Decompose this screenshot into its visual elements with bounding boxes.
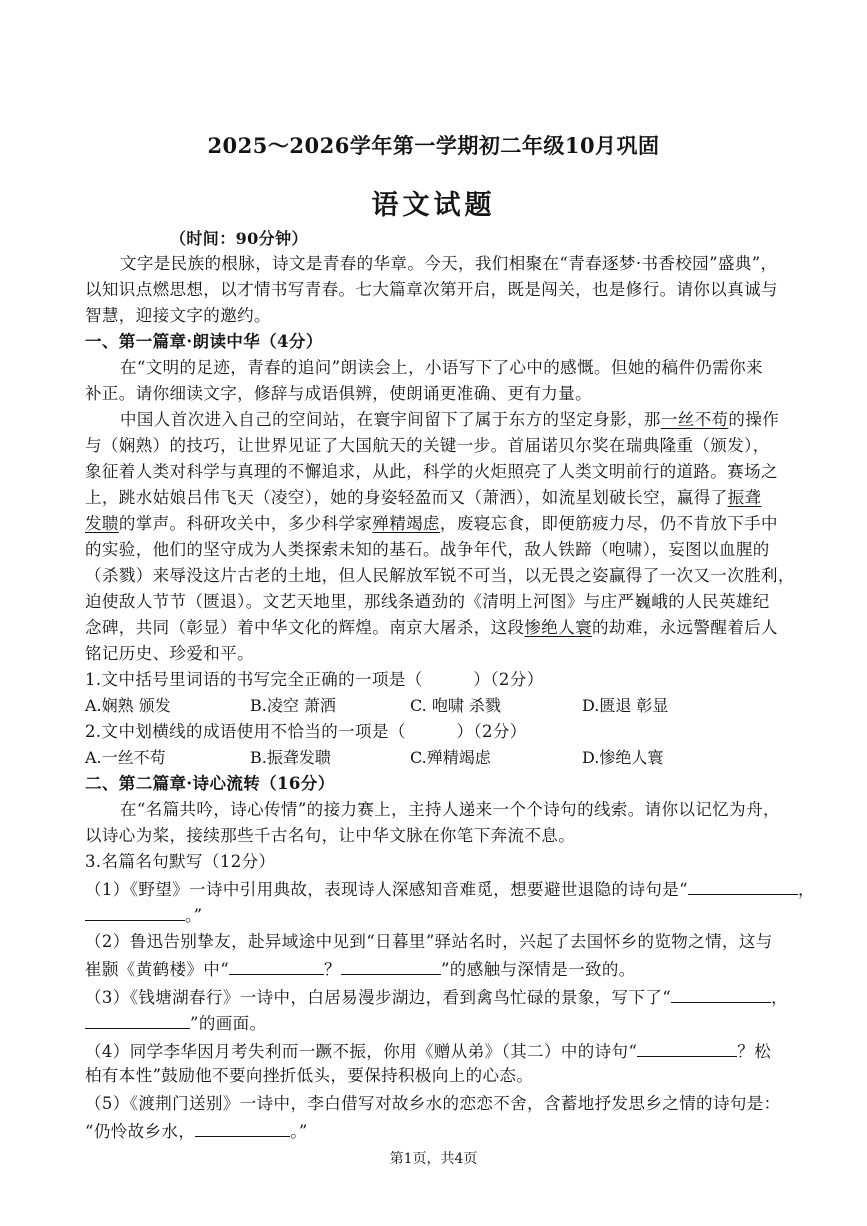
question-2: 2.文中划横线的成语使用不恰当的一项是（ ）（2分）	[85, 722, 527, 741]
intro-line-1: 文字是民族的根脉，诗文是青春的华章。今天，我们相聚在“青春逐梦·书香校园”盛典”，	[120, 254, 778, 273]
page-footer: 第1页，共4页	[389, 1151, 478, 1167]
question-text: 崔颢《黄鹤楼》中“	[85, 960, 230, 979]
q2-option-b[interactable]: B.振聋发聩	[250, 748, 331, 767]
answer-blank[interactable]	[671, 984, 771, 1003]
question-3: 3.名篇名句默写（12分）	[85, 852, 276, 871]
passage-line-3: 象征着人类对科学与真理的不懈追求，从此，科学的火炬照亮了人类文明前行的道路。赛场之	[85, 462, 778, 481]
question-text: ”的画面。	[190, 1014, 267, 1033]
passage-text: 上，跳水姑娘吕伟飞天（凌空），她的身姿轻盈而又（萧洒），如流星划破长空，赢得了	[85, 488, 728, 507]
sub-question-5-cont	[85, 1118, 785, 1144]
question-text: （4）同学李华因月考失利而一蹶不振，你用《赠从弟》（其二）中的诗句“	[85, 1042, 638, 1061]
passage-line-7: （杀戮）来辱没这片古老的土地，但人民解放军锐不可当，以无畏之姿赢得了一次又一次胜利，	[85, 566, 795, 585]
answer-blank[interactable]	[195, 1118, 290, 1137]
question-text: ，	[797, 880, 815, 899]
q1-option-a[interactable]: A.娴熟 颁发	[85, 696, 171, 715]
q2-option-d[interactable]: D.惨绝人寰	[582, 748, 664, 767]
question-text: 。”	[290, 1122, 308, 1141]
passage-text: 念碑，共同（彰显）着中华文化的辉煌。南京大屠杀，这段	[85, 618, 525, 637]
question-text: 。”	[185, 906, 203, 925]
sub-question-1	[85, 876, 815, 902]
passage-line-4	[85, 486, 785, 510]
q2-option-a[interactable]: A.一丝不苟	[85, 748, 166, 767]
passage-line-2: 与（娴熟）的技巧，让世界见证了大国航天的关键一步。首届诺贝尔奖在瑞典隆重（颁发），	[85, 436, 770, 455]
q1-option-c[interactable]: C. 咆啸 杀戮	[410, 696, 501, 715]
sub-question-3-cont	[85, 1010, 785, 1036]
answer-blank[interactable]	[637, 1038, 737, 1057]
passage-line-10: 铭记历史、珍爱和平。	[85, 644, 254, 663]
question-text: ？	[324, 960, 341, 979]
intro-line-3: 智慧，迎接文字的邀约。	[85, 306, 271, 325]
sub-question-2: （2）鲁迅告别挚友，赴异域途中见到“日暮里”驿站名时，兴起了去国怀乡的览物之情，这与	[85, 932, 773, 951]
sub-question-5: （5）《渡荆门送别》一诗中，李白借写对故乡水的恋恋不舍，含蓄地抒发思乡之情的诗句是：	[85, 1094, 781, 1113]
passage-line-9	[85, 616, 785, 640]
passage-text: 的掌声。科研攻关中，多少科学家	[118, 514, 373, 533]
section-1-intro-line-2: 补正。请你细读文字，修辞与成语俱辨，使朗诵更准确、更有力量。	[85, 384, 592, 403]
section-1-intro-line-1: 在“文明的足迹，青春的追问”朗读会上，小语写下了心中的感慨。但她的稿件仍需你来	[120, 358, 763, 377]
answer-blank[interactable]	[85, 902, 185, 921]
sub-question-3	[85, 984, 788, 1010]
passage-line-5	[85, 512, 785, 536]
question-text: （1）《野望》一诗中引用典故，表现诗人深感知音难觅，想要避世退隐的诗句是“	[85, 880, 688, 899]
passage-text: ，废寝忘食，即便筋疲力尽，仍不肯放下手中	[439, 514, 778, 533]
answer-blank[interactable]	[688, 876, 798, 895]
section-2-heading: 二、第二篇章·诗心流转（16分）	[85, 774, 335, 793]
passage-line-6: 的实验，他们的坚守成为人类探索未知的基石。战争年代，敌人铁蹄（咆啸），妄图以血腥的	[85, 540, 770, 559]
question-text: “仍怜故乡水，	[85, 1122, 196, 1141]
answer-blank[interactable]	[341, 956, 441, 975]
intro-line-2: 以知识点燃思想，以才情书写青春。七大篇章次第开启，既是闯关，也是修行。请你以真诚与	[85, 280, 778, 299]
question-text: （3）《钱塘湖春行》一诗中，白居易漫步湖边，看到禽鸟忙碌的景象，写下了“	[85, 988, 672, 1007]
exam-time: （时间：90分钟）	[170, 229, 308, 248]
section-2-intro-line-2: 以诗心为桨，接续那些千古名句，让中华文脉在你笔下奔流不息。	[85, 826, 576, 845]
underlined-idiom: 一丝不苟	[660, 410, 729, 429]
passage-text: 的劫难，永远警醒着后人	[592, 618, 778, 637]
passage-text: 的操作	[728, 410, 780, 429]
section-2-intro-line-1: 在“名篇共吟，诗心传情”的接力赛上，主持人递来一个个诗句的线索。请你以记忆为舟，	[120, 800, 780, 819]
question-text: ，	[771, 988, 788, 1007]
q1-option-b[interactable]: B.凌空 萧洒	[250, 696, 336, 715]
section-1-heading: 一、第一篇章·朗读中华（4分）	[85, 332, 323, 351]
passage-line-1	[120, 408, 820, 432]
q2-option-c[interactable]: C.殚精竭虑	[410, 748, 491, 767]
question-text: ”的感触与深情是一致的。	[440, 960, 636, 979]
answer-blank[interactable]	[229, 956, 324, 975]
underlined-idiom: 殚精竭虑	[372, 514, 440, 533]
answer-blank[interactable]	[85, 1010, 190, 1029]
passage-text: 中国人首次进入自己的空间站，在寰宇间留下了属于东方的坚定身影，那	[120, 410, 661, 429]
exam-subtitle: 语文试题	[371, 190, 496, 221]
underlined-idiom: 发聩	[85, 514, 119, 533]
sub-question-1-cont	[85, 902, 785, 928]
question-text: ？松	[737, 1042, 772, 1061]
q1-option-d[interactable]: D.匮退 彰显	[582, 696, 669, 715]
underlined-idiom: 惨绝人寰	[524, 618, 593, 637]
exam-title: 2025～2026学年第一学期初二年级10月巩固	[207, 133, 660, 158]
underlined-idiom: 振聋	[727, 488, 762, 507]
sub-question-4-cont: 柏有本性”鼓励他不要向挫折低头，要保持积极向上的心态。	[85, 1066, 534, 1085]
sub-question-4	[85, 1038, 785, 1064]
question-1: 1.文中括号里词语的书写完全正确的一项是（ ）（2分）	[85, 670, 544, 689]
passage-line-8: 迫使敌人节节（匮退）。文艺天地里，那线条遒劲的《清明上河图》与庄严巍峨的人民英雄纪	[85, 592, 770, 611]
sub-question-2-cont	[85, 956, 785, 982]
